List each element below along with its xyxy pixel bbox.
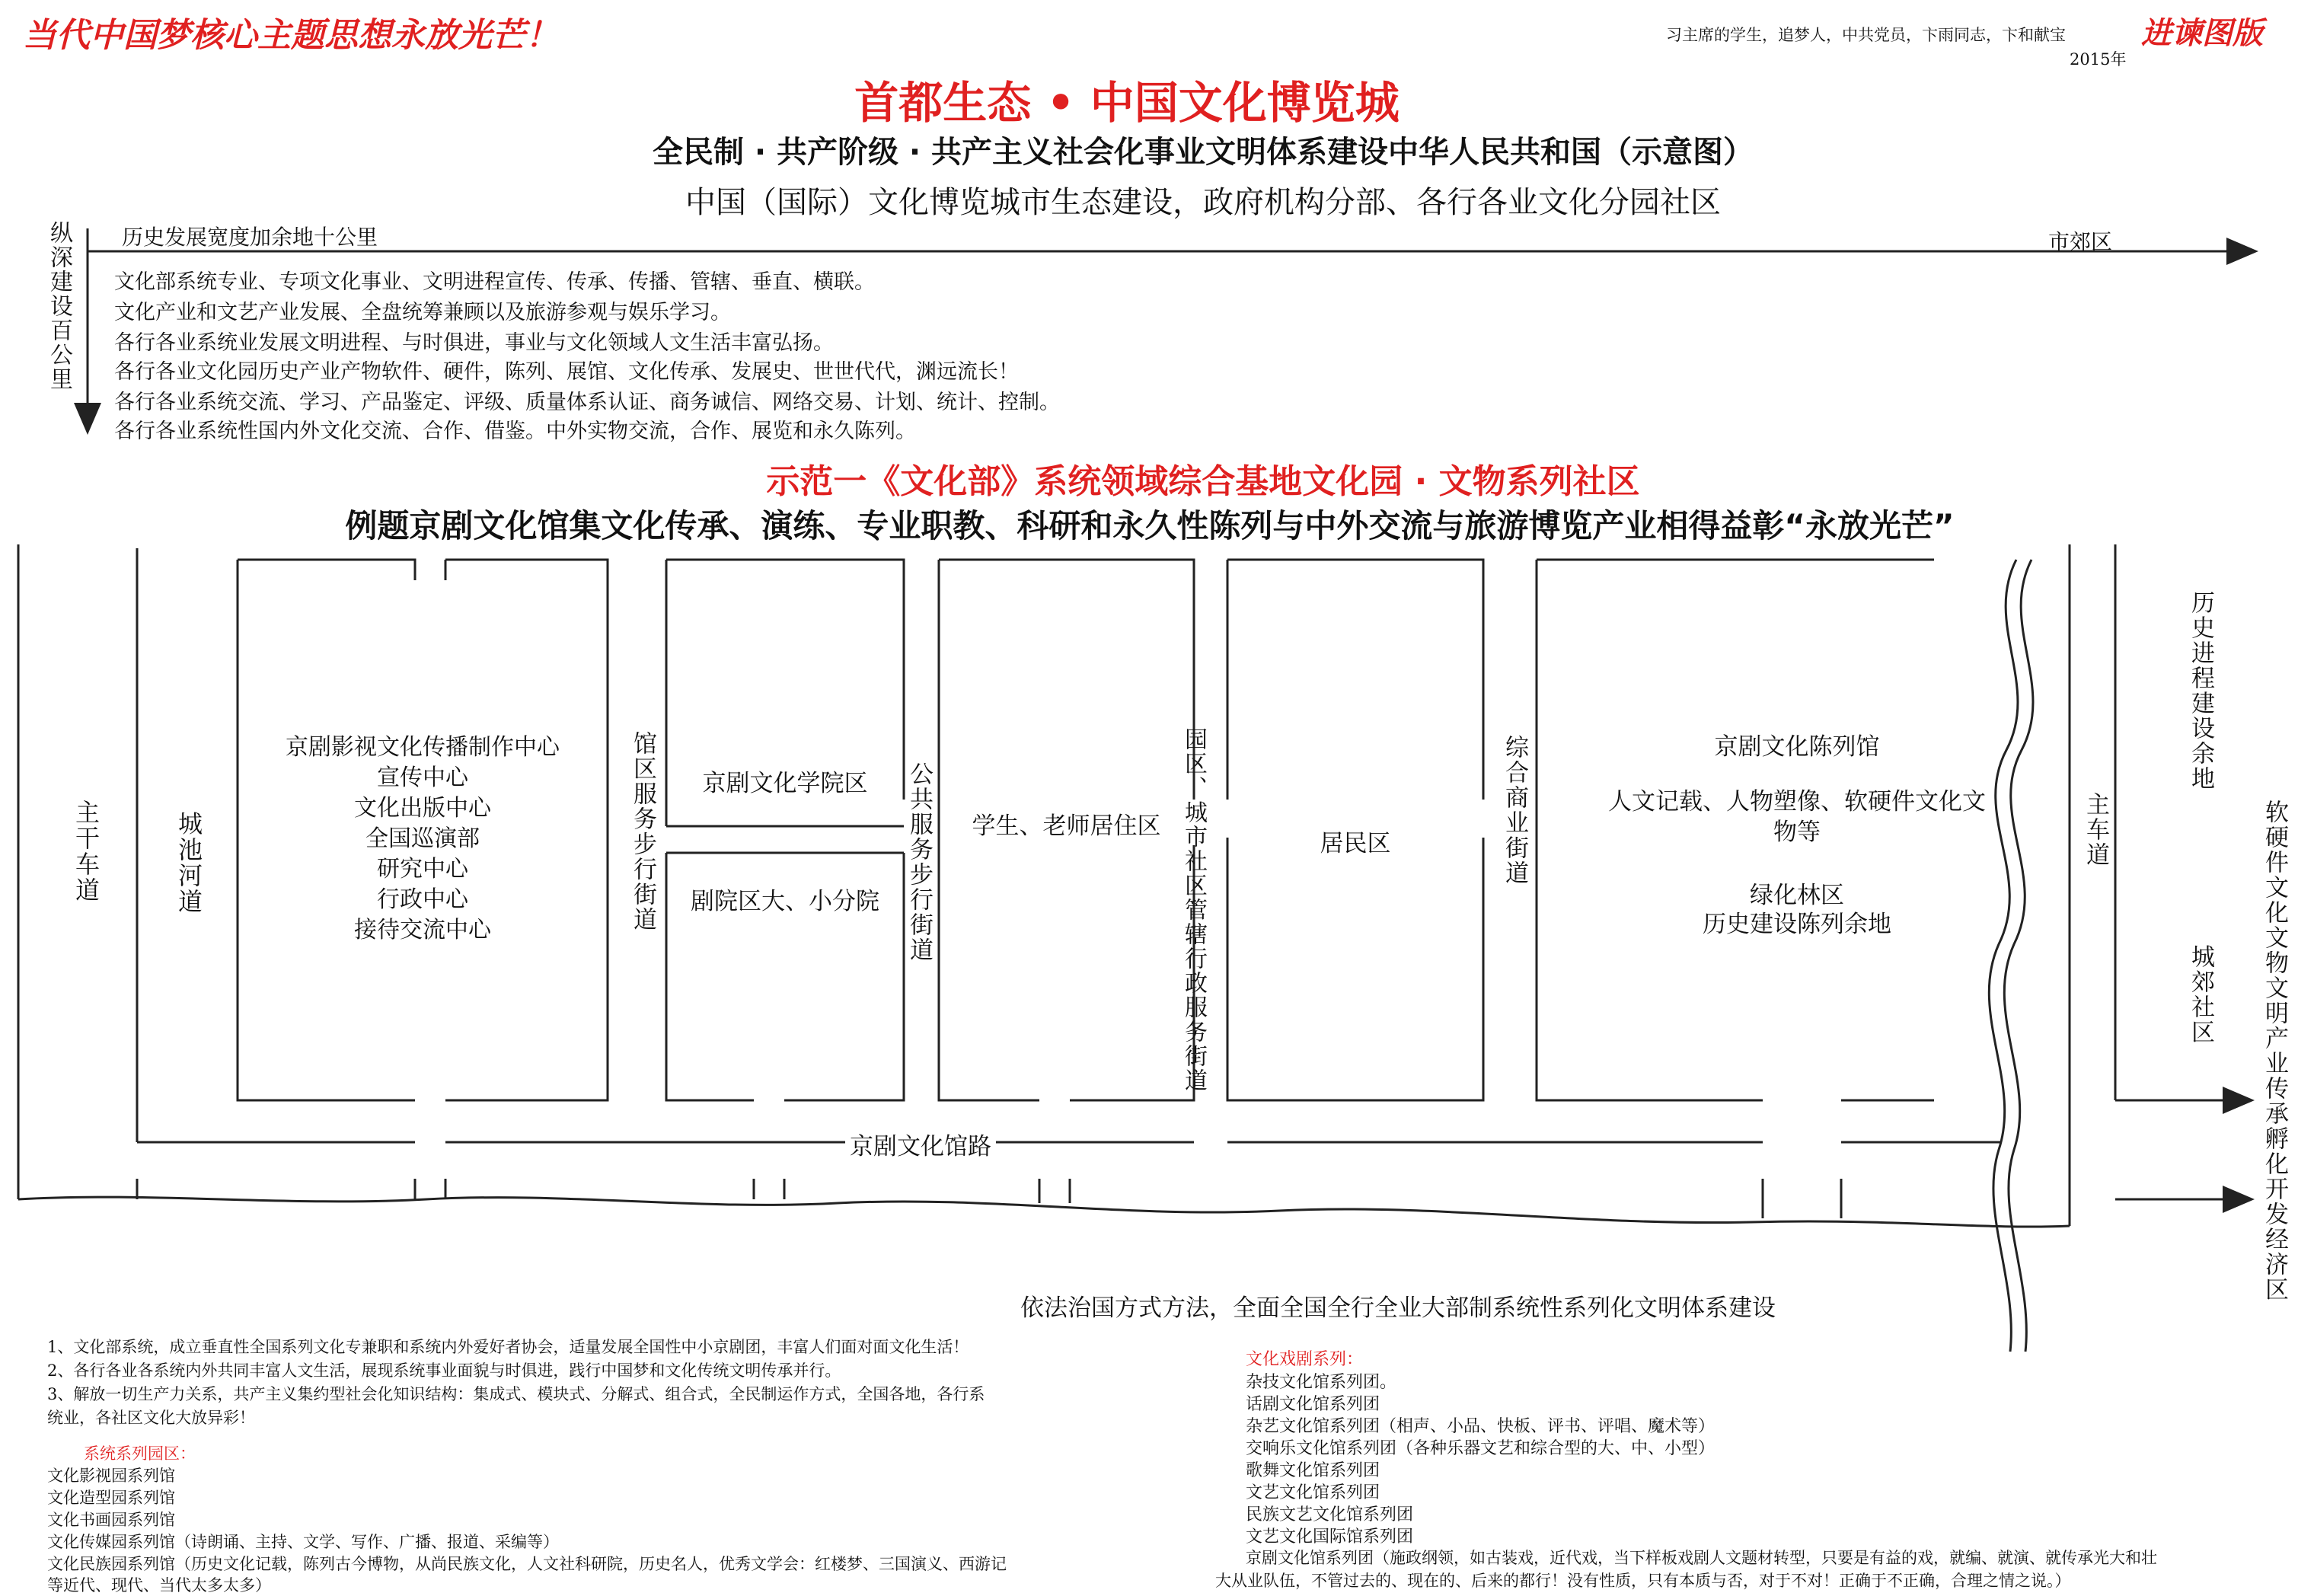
opera-item: 话剧文化馆系列团 (1246, 1395, 1380, 1414)
main-road-label: 主车道 (2082, 792, 2109, 867)
suburb-community-label: 城郊社区 (2187, 944, 2214, 1045)
opera-item: 杂技文化馆系列团。 (1246, 1373, 1397, 1392)
block-item: 全国巡演部 (365, 825, 480, 852)
opera-item: 民族文艺文化馆系列团 (1246, 1505, 1414, 1524)
history-reserve-vertical-label: 历史进程建设余地 (2187, 590, 2214, 791)
block-item: 京剧影视文化传播制作中心 (286, 734, 560, 761)
edition-label: 进谏图版 (2141, 15, 2263, 51)
suburb-label: 市郊区 (2048, 229, 2113, 254)
main-title: 首都生态 • 中国文化博览城 (854, 77, 1400, 129)
theatre-courts-label: 剧院区大、小分院 (691, 888, 879, 915)
example-subtitle: 例题京剧文化馆集文化传承、演练、专业职教、科研和永久性陈列与中外交流与旅游博览产业相得益彰“永放光芒” (345, 507, 1955, 544)
moat-road-label: 城池河道 (174, 811, 203, 915)
example-title: 示范一《文化部》系统领域综合基地文化园 · 文物系列社区 (766, 462, 1640, 501)
block-item: 宣传中心 (377, 764, 468, 791)
description-line: 各行各业系统性国内外文化交流、合作、借鉴。中外实物交流，合作、展览和永久陈列。 (114, 420, 916, 443)
park-item: 文化民族园系列馆（历史文化记载，陈列古今博物，从尚民族文化，人文社科研院，历史名人，优秀文学会：红楼梦、三国演义、西游记 (47, 1555, 1007, 1573)
block-item: 研究中心 (377, 856, 468, 883)
opera-series-title: 文化戏剧系列： (1246, 1350, 1364, 1369)
park-item: 文化造型园系列馆 (47, 1489, 175, 1507)
pedestrian-street-label: 馆区服务步行街道 (629, 731, 656, 932)
park-item: 文化传媒园系列馆（诗朗诵、主持、文学、写作、广播、报道、采编等） (47, 1533, 559, 1551)
park-item: 文化书画园系列馆 (47, 1511, 175, 1529)
history-reserve-label: 历史建设陈列余地 (1703, 911, 1891, 938)
commercial-street-label: 综合商业街道 (1501, 735, 1528, 886)
horizontal-axis-label: 历史发展宽度加余地十公里 (122, 225, 378, 250)
subtitle-2: 中国（国际）文化博览城市生态建设，政府机构分部、各行各业文化分园社区 (685, 185, 1721, 220)
park-item: 等近代、现代、当代太多太多） (47, 1576, 271, 1594)
residential-label: 居民区 (1320, 830, 1391, 857)
admin-street-label: 园区、城市社区管辖行政服务街道 (1180, 727, 1207, 1093)
public-street-label: 公共服务步行街道 (905, 761, 933, 962)
note-line: 2、各行各业各系统内外共同丰富人文生活，展现系统事业面貌与时俱进，践行中国梦和文化传统文明传承并行。 (47, 1361, 841, 1380)
block-item: 行政中心 (377, 886, 468, 913)
vertical-axis-label: 纵深建设百公里 (46, 221, 72, 391)
incubation-zone-label: 软硬件文化文物文明产业传承孵化开发经济区 (2261, 800, 2288, 1302)
description-line: 文化部系统专业、专项文化事业、文明进程宣传、传承、传播、管辖、垂直、横联。 (114, 270, 875, 294)
subtitle-1: 全民制 · 共产阶级 · 共产主义社会化事业文明体系建设中华人民共和国（示意图） (652, 135, 1754, 170)
opera-road-label: 京剧文化馆路 (845, 1127, 996, 1161)
description-line: 各行各业文化园历史产业产物软件、硬件，陈列、展馆、文化传承、发展史、世世代代，渊远流长！ (114, 360, 1019, 384)
author-line: 习主席的学生，追梦人，中共党员，卞雨同志，卞和献宝 (1666, 26, 2066, 44)
opera-item: 歌舞文化馆系列团 (1246, 1461, 1380, 1480)
slogan: 当代中国梦核心主题思想永放光芒！ (23, 16, 559, 55)
note-line: 统业，各社区文化大放异彩！ (47, 1409, 255, 1427)
year-label: 2015年 (2070, 50, 2127, 69)
exhibition-content-label: 人文记载、人物塑像、软硬件文化文物等 (1608, 788, 1986, 846)
system-parks-title: 系统系列园区： (84, 1444, 196, 1463)
trunk-road-label: 主干车道 (72, 800, 101, 903)
opera-item: 大从业队伍，不管过去的、现在的、后来的都行！没有性质，只有本质与否，对于不对！正确于不正确，合理之情之说。） (1215, 1572, 2071, 1590)
dorm-label: 学生、老师居住区 (972, 812, 1161, 840)
block-media-center (238, 733, 608, 946)
opera-item: 交响乐文化馆系列团（各种乐器文艺和综合型的大、中、小型） (1246, 1439, 1716, 1458)
description-line: 各行各业系统交流、学习、产品鉴定、评级、质量体系认证、商务诚信、网络交易、计划、统计、控制。 (114, 391, 1060, 414)
green-area-label: 绿化林区 (1750, 882, 1844, 909)
note-line: 1、文化部系统，成立垂直性全国系列文化专兼职和系统内外爱好者协会，适量发展全国性中小京剧团，丰富人们面对面文化生活！ (47, 1338, 969, 1356)
opera-item: 文艺文化国际馆系列团 (1246, 1527, 1414, 1547)
note-line: 3、解放一切生产力关系，共产主义集约型社会化知识结构：集成式、模块式、分解式、组合式，全民制运作方式，全国各地，各行系 (47, 1385, 985, 1403)
description-line: 文化产业和文艺产业发展、全盘统筹兼顾以及旅游参观与娱乐学习。 (114, 301, 731, 324)
opera-item: 文艺文化馆系列团 (1246, 1483, 1380, 1502)
block-item: 文化出版中心 (354, 795, 491, 822)
academy-label: 京剧文化学院区 (702, 770, 868, 797)
description-line: 各行各业系统业发展文明进程、与时俱进，事业与文化领域人文生活丰富弘扬。 (114, 331, 834, 355)
exhibition-hall-label: 京剧文化陈列馆 (1714, 733, 1880, 761)
block-item: 接待交流中心 (354, 917, 491, 943)
opera-item: 京剧文化馆系列团（施政纲领，如古装戏，近代戏，当下样板戏剧人文题材转型，只要是有益的戏，就编、就演、就传承光大和壮 (1246, 1549, 2157, 1567)
rule-of-law-label: 依法治国方式方法，全面全国全行全业大部制系统性系列化文明体系建设 (1020, 1294, 1776, 1322)
park-item: 文化影视园系列馆 (47, 1467, 175, 1485)
opera-item: 杂艺文化馆系列团（相声、小品、快板、评书、评唱、魔术等） (1246, 1417, 1716, 1436)
